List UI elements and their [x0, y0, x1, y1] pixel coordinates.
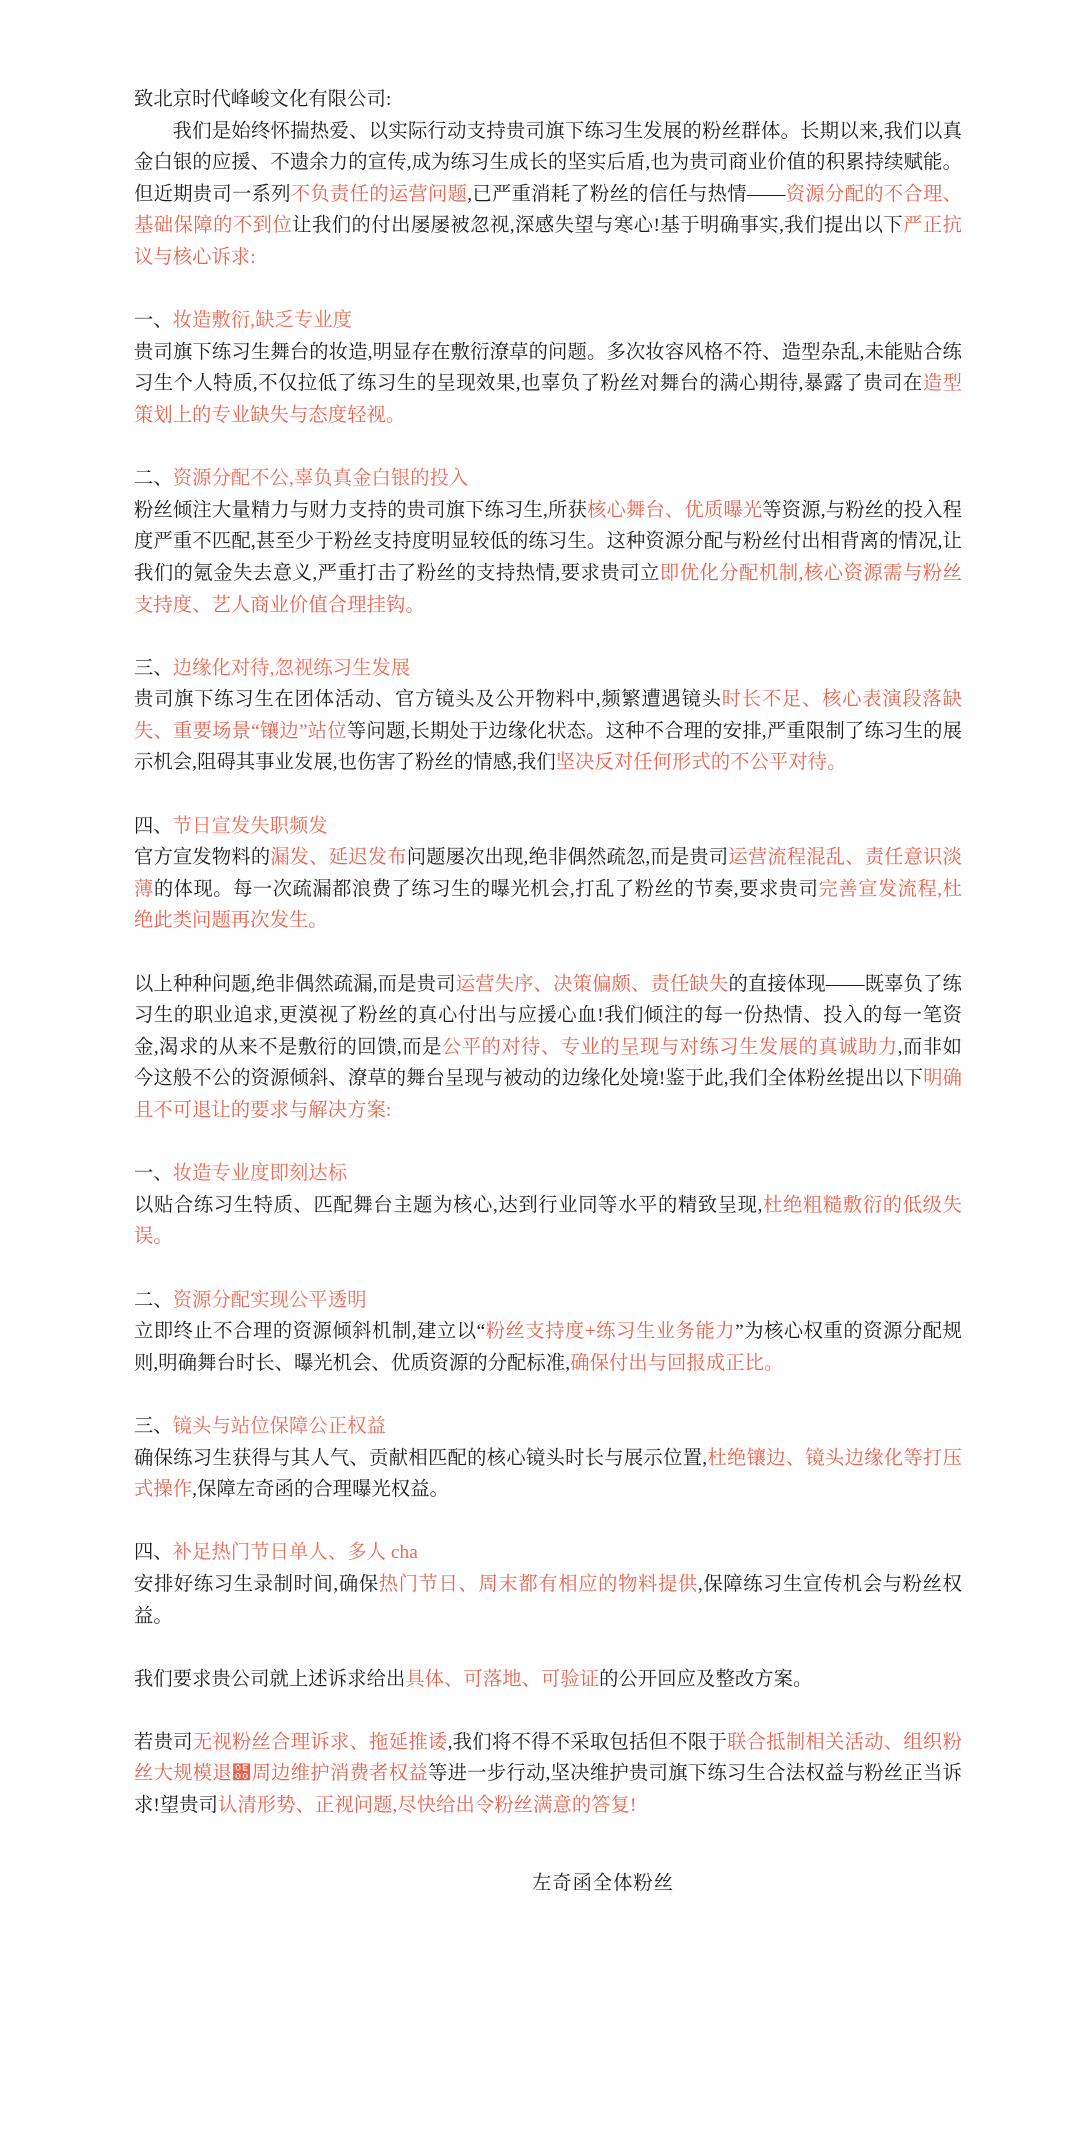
emphasis-text: 漏发、延迟发布 — [270, 847, 407, 869]
request-paragraph — [134, 1664, 962, 1696]
section-number: 二、 — [134, 1289, 173, 1311]
emphasis-text: 完善宣发流程,杜绝此类问题再次发生。 — [134, 878, 963, 932]
demand-body — [134, 1443, 962, 1506]
section-title: 妆造专业度即刻达标 — [172, 1163, 348, 1185]
body-text: 的直接体现——既辜负了练习生的职业追求,更漠视了粉丝的真心付出与应援心血!我们倾注的每一份热情、投入的每一笔资金,渴求的从来不是敷衍的回馈,而是 — [134, 973, 962, 1058]
body-text: 若贵司 — [134, 1731, 193, 1753]
spacer — [134, 1632, 962, 1664]
signature-text: 左奇函全体粉丝 — [532, 1872, 674, 1894]
body-text: 我们要求贵公司就上述诉求给出 — [134, 1668, 406, 1690]
body-text: 等问题,长期处于边缘化状态。这种不合理的安排,严重限制了练习生的展示机会,阻碍其事业发展,也伤害了粉丝的情感,我们 — [134, 720, 962, 774]
section-title: 补足热门节日单人、多人 cha — [172, 1542, 418, 1564]
demand-section — [134, 1537, 962, 1663]
complaint-body — [134, 495, 962, 621]
body-text: 等进一步行动,坚决维护贵司旗下练习生合法权益与粉丝正当诉求!望贵司 — [134, 1763, 963, 1817]
emphasis-text: 联合抵制相关活动、组织粉丝大规模退฀周边维护消费者权益 — [134, 1731, 962, 1785]
complaint-body — [134, 684, 962, 779]
demand-heading — [134, 1158, 962, 1190]
emphasis-text: 严正抗议与核心诉求: — [134, 215, 962, 268]
section-title: 节日宣发失职频发 — [172, 815, 328, 837]
body-text: 安排好练习生录制时间,确保 — [134, 1573, 379, 1595]
spacer — [134, 1127, 962, 1159]
body-text: ,而非如今这般不公的资源倾斜、潦草的舞台呈现与被动的边缘化处境!鉴于此,我们全体粉丝提出以下 — [134, 1036, 962, 1090]
complaint-section — [134, 305, 962, 463]
complaint-body — [134, 337, 962, 432]
complaint-heading — [134, 811, 962, 843]
demand-heading — [134, 1537, 962, 1569]
section-number: 一、 — [134, 310, 173, 332]
summary-paragraph — [134, 969, 962, 1127]
section-title: 镜头与站位保障公正权益 — [172, 1415, 386, 1437]
salutation: 致北京时代峰峻文化有限公司: — [134, 89, 392, 110]
body-text: 确保练习生获得与其人气、贡献相匹配的核心镜头时长与展示位置, — [134, 1447, 708, 1469]
section-number: 二、 — [134, 468, 173, 490]
complaint-heading — [134, 305, 962, 337]
body-text: 官方宣发物料的 — [134, 847, 271, 869]
body-text: 等资源,与粉丝的投入程度严重不匹配,甚至少于粉丝支持度明显较低的练习生。这种资源分配与粉丝付出相背离的情况,让我们的氪金失去意义,严重打击了粉丝的支持热情,要求贵司立 — [134, 499, 962, 584]
emphasis-text: 杜绝粗糙敷衍的低级失误。 — [134, 1194, 963, 1248]
emphasis-text: 具体、可落地、可验证 — [405, 1668, 600, 1690]
section-number: 三、 — [134, 657, 173, 679]
emphasis-text: 确保付出与回报成正比。 — [570, 1352, 784, 1374]
complaint-section — [134, 463, 962, 653]
emphasis-text: 资源分配的不合理、基础保障的不到位 — [134, 183, 962, 237]
complaint-heading — [134, 463, 962, 495]
demand-section — [134, 1411, 962, 1537]
body-text: ”为核心权重的资源分配规则,明确舞台时长、曝光机会、优质资源的分配标准, — [134, 1321, 962, 1374]
body-text: 立即终止不合理的资源倾斜机制,建立以“ — [134, 1321, 486, 1343]
demand-heading — [134, 1411, 962, 1443]
emphasis-text: 粉丝支持度+练习生业务能力 — [485, 1321, 736, 1343]
emphasis-text: 热门节日、周末都有相应的物料提供 — [378, 1573, 698, 1595]
spacer — [134, 1253, 962, 1285]
intro-paragraph — [134, 116, 962, 274]
complaint-section — [134, 811, 962, 969]
emphasis-text: 即优化分配机制,核心资源需与粉丝支持度、艺人商业价值合理挂钩。 — [134, 562, 962, 616]
emphasis-text: 明确且不可退让的要求与解决方案: — [134, 1068, 963, 1121]
body-text: ,保障左奇函的合理曝光权益。 — [192, 1479, 450, 1501]
section-title: 妆造敷衍,缺乏专业度 — [172, 310, 353, 332]
emphasis-text: 无视粉丝合理诉求、拖延推诿 — [192, 1731, 448, 1753]
section-number: 四、 — [134, 815, 173, 837]
demand-section — [134, 1158, 962, 1284]
spacer — [134, 937, 962, 969]
body-text: ,保障练习生宣传机会与粉丝权益。 — [134, 1573, 962, 1627]
section-number: 四、 — [134, 1542, 173, 1564]
spacer — [134, 779, 962, 811]
body-text: ,我们将不得不采取包括但不限于 — [447, 1731, 728, 1753]
signature-block — [134, 1868, 962, 1900]
spacer — [134, 1695, 962, 1727]
body-text: 我们是始终怀揣热爱、以实际行动支持贵司旗下练习生发展的粉丝群体。长期以来,我们以真金白银的应援、不遗余力的宣传,成为练习生成长的坚实后盾,也为贵司商业价值的积累持续赋能。但近期贵司一系列 — [134, 120, 962, 205]
section-title: 资源分配实现公平透明 — [172, 1289, 367, 1311]
demand-body — [134, 1569, 962, 1632]
emphasis-text: 时长不足、核心表演段落缺失、重要场景“镶边”站位 — [134, 689, 962, 742]
letter-body — [134, 84, 962, 2089]
spacer — [134, 432, 962, 464]
emphasis-text: 不负责任的运营问题 — [290, 183, 468, 205]
section-number: 三、 — [134, 1415, 173, 1437]
body-text: 的公开回应及整改方案。 — [599, 1668, 813, 1690]
body-text: 粉丝倾注大量精力与财力支持的贵司旗下练习生,所获 — [134, 499, 587, 521]
demand-body — [134, 1316, 962, 1379]
spacer — [134, 274, 962, 306]
body-text: 以贴合练习生特质、匹配舞台主题为核心,达到行业同等水平的精致呈现, — [134, 1194, 763, 1216]
body-text: 以上种种问题,绝非偶然疏漏,而是贵司 — [134, 973, 456, 995]
emphasis-text: 造型策划上的专业缺失与态度轻视。 — [134, 373, 962, 426]
section-title: 边缘化对待,忽视练习生发展 — [172, 657, 411, 679]
spacer — [134, 621, 962, 653]
emphasis-text: 坚决反对任何形式的不公平对待。 — [555, 752, 847, 774]
emphasis-text: 杜绝镶边、镜头边缘化等打压式操作 — [134, 1447, 962, 1501]
demand-body — [134, 1190, 962, 1253]
emphasis-text: 运营流程混乱、责任意识淡薄 — [134, 847, 962, 900]
emphasis-text: 核心舞台、优质曝光 — [587, 499, 763, 521]
demand-heading — [134, 1285, 962, 1317]
emphasis-text: 公平的对待、专业的呈现与对练习生发展的真诚助力 — [441, 1036, 898, 1058]
complaint-body — [134, 842, 962, 937]
body-text: 贵司旗下练习生舞台的妆造,明显存在敷衍潦草的问题。多次妆容风格不符、造型杂乱,未能贴合练习生个人特质,不仅拉低了练习生的呈现效果,也辜负了粉丝对舞台的满心期待,暴露了贵司在 — [134, 341, 962, 395]
emphasis-text: 运营失序、决策偏颇、责任缺失 — [455, 973, 729, 995]
body-text: 的体现。每一次疏漏都浪费了练习生的曝光机会,打乱了粉丝的节奏,要求贵司 — [153, 878, 819, 900]
body-text: 贵司旗下练习生在团体活动、官方镜头及公开物料中,频繁遭遇镜头 — [134, 689, 722, 711]
complaint-heading — [134, 653, 962, 685]
section-number: 一、 — [134, 1163, 173, 1185]
spacer — [134, 1379, 962, 1411]
emphasis-text: 认清形势、正视问题,尽快给出令粉丝满意的答复! — [218, 1795, 637, 1817]
demand-section — [134, 1285, 962, 1411]
spacer — [134, 1506, 962, 1538]
page-bottom-space — [134, 1899, 962, 2089]
body-text: 让我们的付出屡屡被忽视,深感失望与寒心!基于明确事实,我们提出以下 — [292, 215, 904, 237]
body-text: ,已严重消耗了粉丝的信任与热情—— — [467, 183, 786, 205]
complaint-section — [134, 653, 962, 811]
section-title: 资源分配不公,辜负真金白银的投入 — [172, 468, 469, 490]
body-text: 问题屡次出现,绝非偶然疏忽,而是贵司 — [406, 847, 729, 869]
warning-paragraph — [134, 1727, 962, 1822]
